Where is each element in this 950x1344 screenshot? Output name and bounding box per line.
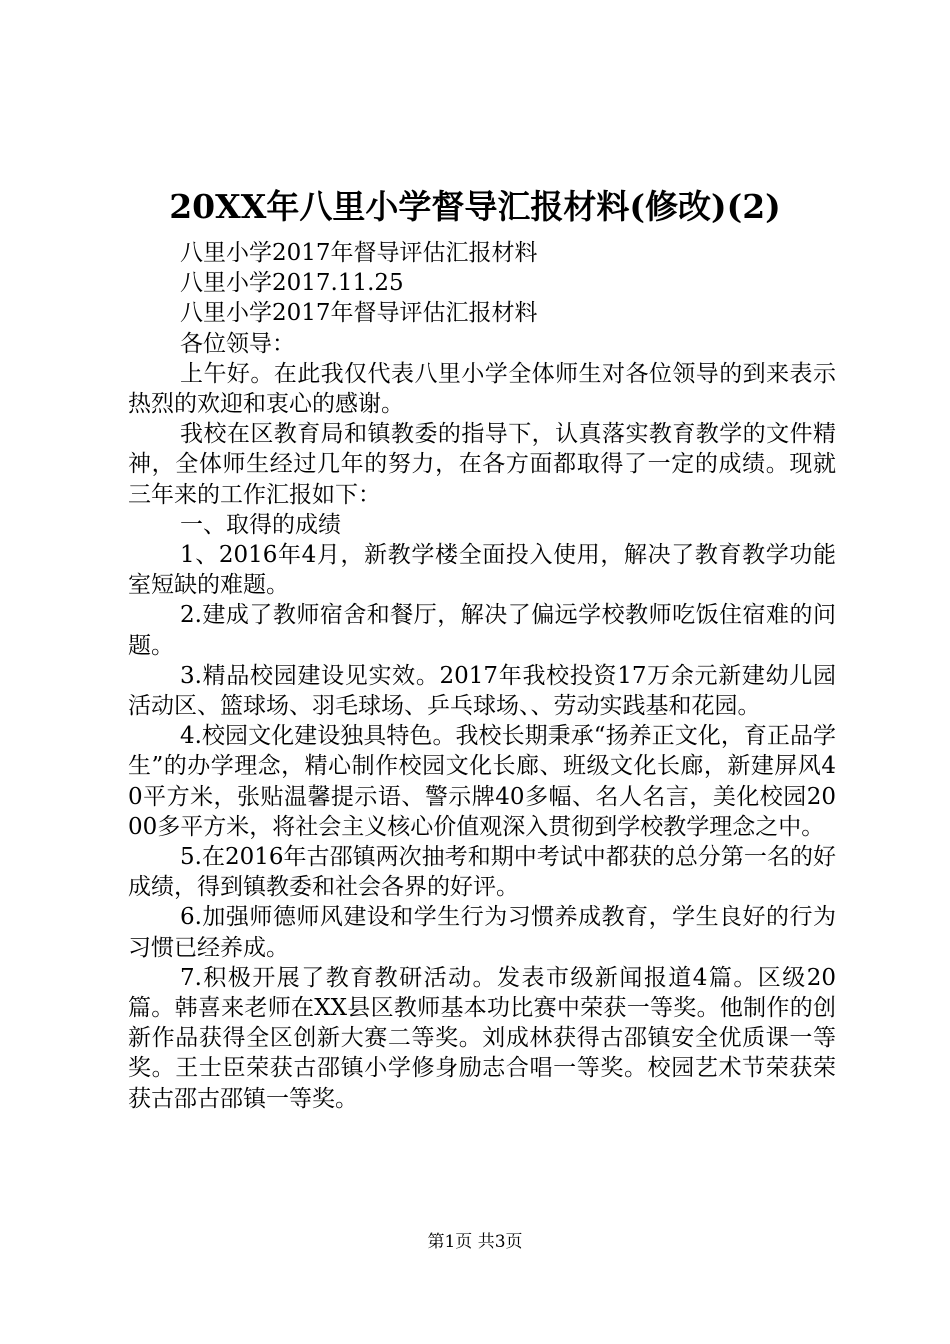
paragraph-salutation: 各位领导： xyxy=(180,330,295,357)
achievement-item-2: 2.建成了教师宿舍和餐厅，解决了偏远学校教师吃饭住宿难的问题。 xyxy=(128,602,836,659)
paragraph-introduction: 我校在区教育局和镇教委的指导下，认真落实教育教学的文件精神，全体师生经过几年的努力，在各方面都取得了一定的成绩。现就三年来的工作汇报如下： xyxy=(128,421,836,508)
achievement-item-1: 1、2016年4月，新教学楼全面投入使用，解决了教育教学功能室短缺的难题。 xyxy=(128,542,836,599)
achievement-item-7: 7.积极开展了教育教研活动。发表市级新闻报道4篇。区级20篇。韩喜来老师在XX县区教师基本功比赛中荣获一等奖。他制作的创新作品获得全区创新大赛二等奖。刘成林获得古邵镇安全优质课一等奖。王士臣荣获古邵镇小学修身励志合唱一等奖。校园艺术节荣获荣获古邵古邵镇一等奖。 xyxy=(128,964,836,1112)
paragraph-subtitle-repeat: 八里小学2017年督导评估汇报材料 xyxy=(180,300,538,327)
paragraph-date: 八里小学2017.11.25 xyxy=(180,270,404,297)
page-number-footer: 第1页 共3页 xyxy=(427,1232,523,1252)
document-body xyxy=(128,238,836,1114)
paragraph-greeting: 上午好。在此我仅代表八里小学全体师生对各位领导的到来表示热烈的欢迎和衷心的感谢。 xyxy=(128,360,836,418)
achievement-item-6: 6.加强师德师风建设和学生行为习惯养成教育，学生良好的行为习惯已经养成。 xyxy=(128,904,836,961)
achievement-item-3: 3.精品校园建设见实效。2017年我校投资17万余元新建幼儿园活动区、篮球场、羽毛球场、乒乓球场、、劳动实践基和花园。 xyxy=(128,662,836,720)
achievement-item-5: 5.在2016年古邵镇两次抽考和期中考试中都获的总分第一名的好成绩，得到镇教委和社会各界的好评。 xyxy=(128,844,836,901)
paragraph-subtitle: 八里小学2017年督导评估汇报材料 xyxy=(180,240,538,266)
achievement-item-4: 4.校园文化建设独具特色。我校长期秉承“扬养正文化，育正品学生”的办学理念，精心制作校园文化长廊、班级文化长廊，新建屏风40平方米，张贴温馨提示语、警示牌40多幅、名人名言，美化校园2000多平方米，将社会主义核心价值观深入贯彻到学校教学理念之中。 xyxy=(128,723,836,840)
section-heading-achievements: 一、取得的成绩 xyxy=(180,511,341,538)
document-title: 20XX年八里小学督导汇报材料(修改)(2) xyxy=(169,187,781,226)
